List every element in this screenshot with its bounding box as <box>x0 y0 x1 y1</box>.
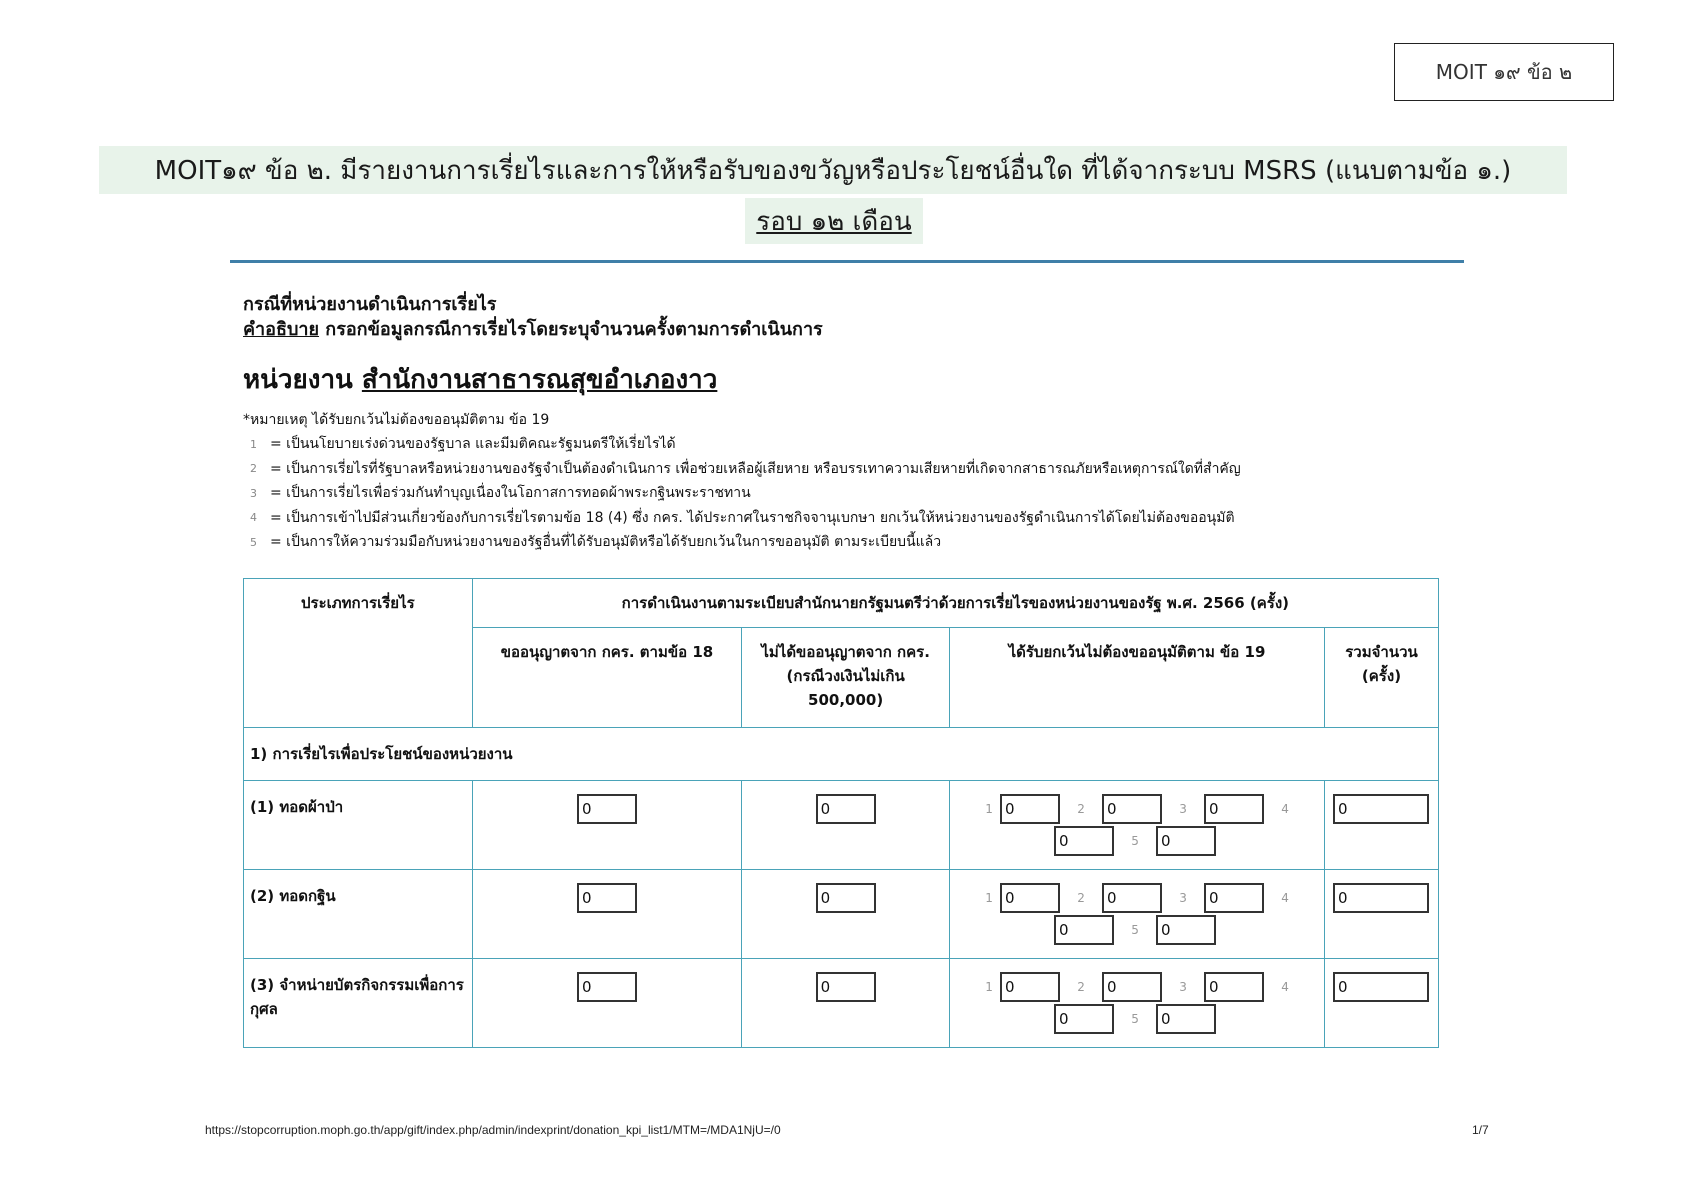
intro-description <box>243 314 823 343</box>
exempt-3-input[interactable]: 0 <box>1204 883 1264 913</box>
row-label: (2) ทอดกฐิน <box>244 870 473 959</box>
exempt-cell <box>950 959 1325 1048</box>
exempt-label: 2 <box>1077 891 1085 905</box>
table-row <box>244 959 1439 1048</box>
exempt-cell <box>950 870 1325 959</box>
exempt-label: 1 <box>985 980 993 994</box>
row-label: (1) ทอดผ้าป่า <box>244 781 473 870</box>
header-donation-type: ประเภทการเรี่ยไร <box>244 579 473 728</box>
header-no-permission: ไม่ได้ขออนุญาตจาก กคร. (กรณีวงเงินไม่เกิน 500,000) <box>742 628 950 728</box>
exempt-label: 3 <box>1179 891 1187 905</box>
exempt-1-input[interactable]: 0 <box>1000 883 1060 913</box>
section-heading: 1) การเรี่ยไรเพื่อประโยชน์ของหน่วยงาน <box>244 728 1439 781</box>
exempt-label: 4 <box>1281 891 1289 905</box>
exempt-4-input[interactable]: 0 <box>1054 915 1114 945</box>
table-row <box>244 781 1439 870</box>
intro-heading: กรณีที่หน่วยงานดำเนินการเรี่ยไร <box>243 294 497 315</box>
note-text: = เป็นนโยบายเร่งด่วนของรัฐบาล และมีมติคณะรัฐมนตรีให้เรี่ยไรได้ <box>270 436 676 453</box>
title-divider <box>230 260 1464 263</box>
exempt-3-input[interactable]: 0 <box>1204 794 1264 824</box>
no-permission-count-input[interactable]: 0 <box>816 883 876 913</box>
note-text: = เป็นการเข้าไปมีส่วนเกี่ยวข้องกับการเรี่ยไรตามข้อ 18 (4) ซึ่ง กคร. ได้ประกาศในราชกิจจานุเบกษา ยกเว้นให้หน่วยงานของรัฐดำเนินการได้โดยไม่ต้องขออนุมัติ <box>270 509 1235 526</box>
total-count-input[interactable]: 0 <box>1333 972 1429 1002</box>
total-cell <box>1324 959 1438 1048</box>
note-item <box>250 432 1500 457</box>
footer-url: https://stopcorruption.moph.go.th/app/gift/index.php/admin/indexprint/donation_kpi_list1/MTM=/MDA1NjU=/0 <box>205 1123 781 1137</box>
table-row <box>244 870 1439 959</box>
no-permission-cell <box>742 959 950 1048</box>
unit-heading <box>243 359 717 400</box>
requested-count-input[interactable]: 0 <box>577 972 637 1002</box>
exempt-label: 5 <box>1131 923 1139 937</box>
note-list <box>250 432 1500 555</box>
note-text: = เป็นการให้ความร่วมมือกับหน่วยงานของรัฐอื่นที่ได้รับอนุมัติหรือได้รับยกเว้นในการขออนุมัติ ตามระเบียบนี้แล้ว <box>270 534 942 551</box>
requested-cell <box>472 870 742 959</box>
requested-cell <box>472 959 742 1048</box>
exempt-label: 1 <box>985 891 993 905</box>
exempt-label: 3 <box>1179 802 1187 816</box>
requested-count-input[interactable]: 0 <box>577 794 637 824</box>
exempt-4-input[interactable]: 0 <box>1054 826 1114 856</box>
exempt-1-input[interactable]: 0 <box>1000 972 1060 1002</box>
exempt-label: 5 <box>1131 1012 1139 1026</box>
requested-count-input[interactable]: 0 <box>577 883 637 913</box>
exempt-3-input[interactable]: 0 <box>1204 972 1264 1002</box>
exempt-5-input[interactable]: 0 <box>1156 826 1216 856</box>
no-permission-count-input[interactable]: 0 <box>816 794 876 824</box>
no-permission-cell <box>742 870 950 959</box>
note-number: 4 <box>250 511 257 525</box>
exempt-2-input[interactable]: 0 <box>1102 794 1162 824</box>
exempt-4-input[interactable]: 0 <box>1054 1004 1114 1034</box>
header-requested-permission: ขออนุญาตจาก กคร. ตามข้อ 18 <box>472 628 742 728</box>
exempt-label: 2 <box>1077 802 1085 816</box>
note-number: 3 <box>250 486 257 500</box>
page-number: 1/7 <box>1472 1123 1489 1137</box>
exempt-5-input[interactable]: 0 <box>1156 1004 1216 1034</box>
exempt-label: 2 <box>1077 980 1085 994</box>
note-text: = เป็นการเรี่ยไรเพื่อร่วมกันทำบุญเนื่องในโอกาสการทอดผ้าพระกฐินพระราชทาน <box>270 485 751 502</box>
total-cell <box>1324 781 1438 870</box>
total-cell <box>1324 870 1438 959</box>
exempt-label: 5 <box>1131 834 1139 848</box>
note-item <box>250 481 1500 506</box>
unit-name: สำนักงานสาธารณสุขอำเภองาว <box>361 365 718 395</box>
donation-table <box>243 578 1439 1048</box>
requested-cell <box>472 781 742 870</box>
no-permission-cell <box>742 781 950 870</box>
exempt-2-input[interactable]: 0 <box>1102 972 1162 1002</box>
exempt-cell <box>950 781 1325 870</box>
note-title: *หมายเหตุ ได้รับยกเว้นไม่ต้องขออนุมัติตาม ข้อ 19 <box>243 412 550 428</box>
exempt-5-input[interactable]: 0 <box>1156 915 1216 945</box>
exempt-label: 4 <box>1281 802 1289 816</box>
exempt-1-input[interactable]: 0 <box>1000 794 1060 824</box>
header-exempted: ได้รับยกเว้นไม่ต้องขออนุมัติตาม ข้อ 19 <box>950 628 1325 728</box>
note-item <box>250 506 1500 531</box>
note-item <box>250 457 1500 482</box>
page-subtitle: รอบ ๑๒ เดือน <box>745 198 923 244</box>
exempt-2-input[interactable]: 0 <box>1102 883 1162 913</box>
unit-label: หน่วยงาน <box>243 365 362 395</box>
row-label: (3) จำหน่ายบัตรกิจกรรมเพื่อการกุศล <box>244 959 473 1048</box>
header-total: รวมจำนวน (ครั้ง) <box>1324 628 1438 728</box>
exempt-label: 3 <box>1179 980 1187 994</box>
note-number: 2 <box>250 462 257 476</box>
note-number: 1 <box>250 437 257 451</box>
total-count-input[interactable]: 0 <box>1333 883 1429 913</box>
description-text: กรอกข้อมูลกรณีการเรี่ยไรโดยระบุจำนวนครั้งตามการดำเนินการ <box>319 319 823 340</box>
note-text: = เป็นการเรี่ยไรที่รัฐบาลหรือหน่วยงานของรัฐจำเป็นต้องดำเนินการ เพื่อช่วยเหลือผู้เสียหาย หรือบรรเทาความเสียหายที่เกิดจากสาธารณภัยหรือเหตุการณ์ใดที่สำคัญ <box>270 460 1241 477</box>
total-count-input[interactable]: 0 <box>1333 794 1429 824</box>
note-number: 5 <box>250 535 257 549</box>
note-item <box>250 530 1500 555</box>
exempt-label: 4 <box>1281 980 1289 994</box>
exempt-label: 1 <box>985 802 993 816</box>
description-label: คำอธิบาย <box>243 319 320 340</box>
no-permission-count-input[interactable]: 0 <box>816 972 876 1002</box>
document-code-box: MOIT ๑๙ ข้อ ๒ <box>1394 43 1614 101</box>
page-title: MOIT๑๙ ข้อ ๒. มีรายงานการเรี่ยไรและการให้หรือรับของขวัญหรือประโยชน์อื่นใด ที่ได้จากระบบ MSRS (แนบตามข้อ ๑.) <box>99 146 1567 194</box>
header-regulation-group: การดำเนินงานตามระเบียบสำนักนายกรัฐมนตรีว่าด้วยการเรี่ยไรของหน่วยงานของรัฐ พ.ศ. 2566 (ครั้ง) <box>472 579 1438 628</box>
